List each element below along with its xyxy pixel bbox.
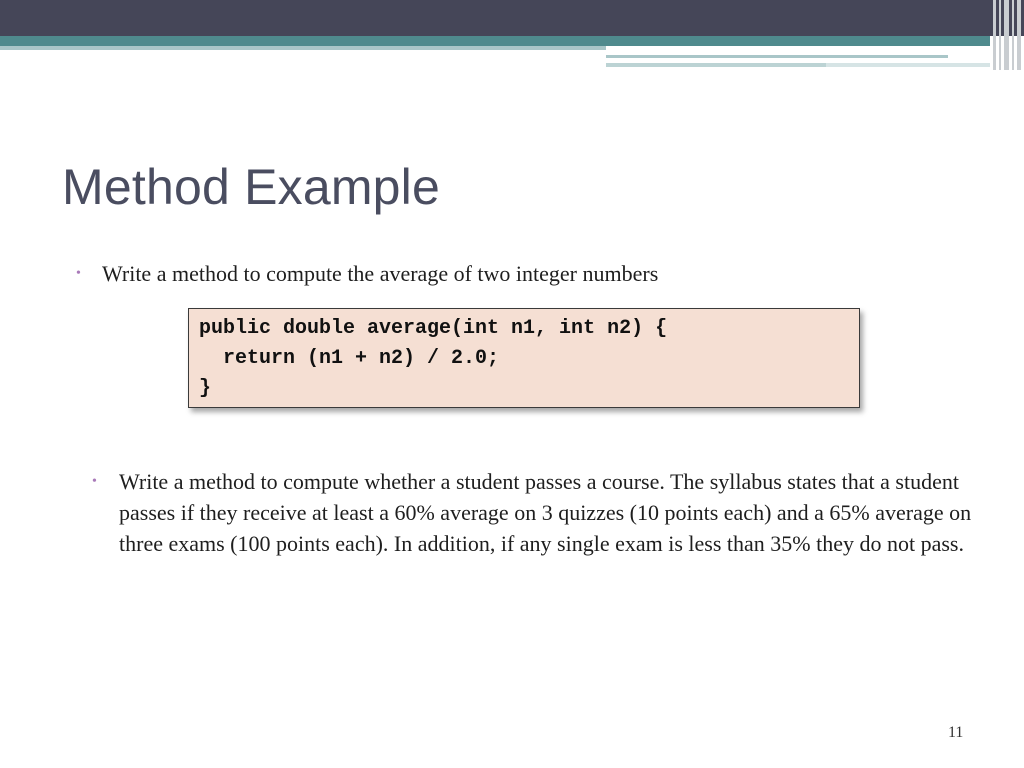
header-decor-line (826, 63, 990, 67)
header-decor-bars (993, 0, 1024, 70)
header-banner-teal (0, 36, 990, 46)
code-line: } (199, 377, 212, 400)
bullet-item (92, 466, 982, 559)
bullet-marker: • (92, 474, 97, 489)
page-number: 11 (948, 724, 964, 741)
header-banner-dark (0, 0, 1024, 36)
bullet-text: Write a method to compute whether a student passes a course. The syllabus states that a student passes if they receive at least a 60% average on 3 quizzes (10 points each) and a 65% average on three exams (100 points each). In addition, if any single exam is less than 35% they do not pass. (119, 469, 972, 556)
header-decor-line (606, 63, 826, 67)
bullet-marker: • (76, 266, 81, 281)
bullet-item (76, 258, 976, 289)
header-decor-line (606, 55, 948, 58)
bullet-text: Write a method to compute the average of two integer numbers (102, 261, 659, 286)
header-banner-light-band (0, 46, 606, 50)
code-line: return (n1 + n2) / 2.0; (199, 347, 500, 370)
slide-title: Method Example (62, 159, 440, 215)
code-block (188, 308, 860, 408)
code-line: public double average(int n1, int n2) { (199, 317, 668, 340)
